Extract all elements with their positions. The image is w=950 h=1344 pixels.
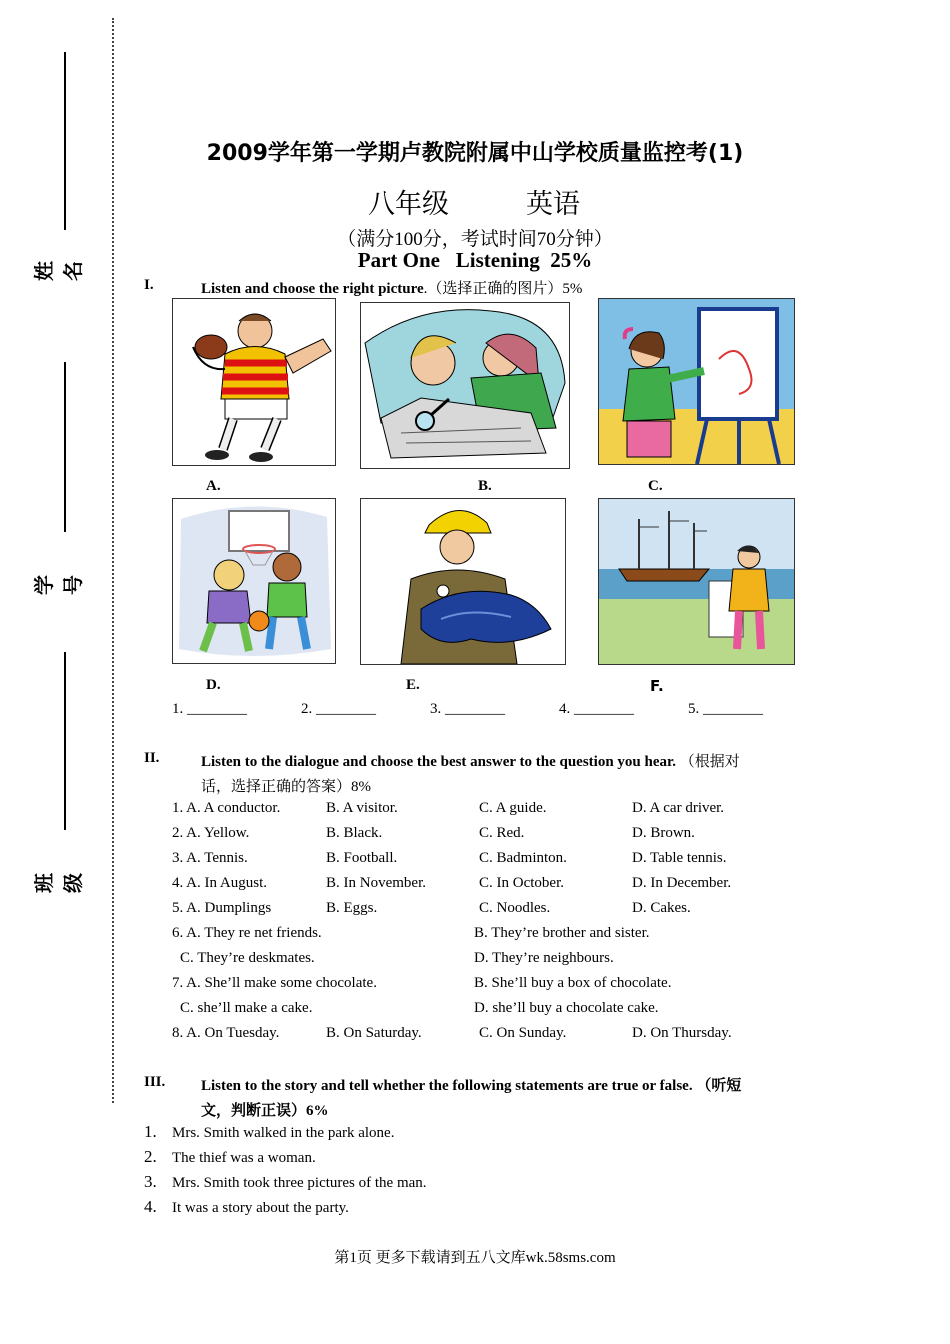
binding-dotted-line [112,18,114,1103]
answer-blank-1[interactable]: 1. ________ [172,701,247,717]
q5-option-d: D. Cakes. [632,900,691,916]
picture-label-d: D. [206,677,221,693]
q7-option-d: D. she’ll buy a chocolate cake. [474,1000,659,1016]
q3-option-d: D. Table tennis. [632,850,727,866]
answer-blank-2[interactable]: 2. ________ [301,701,376,717]
answer-blank-3[interactable]: 3. ________ [430,701,505,717]
q6-option-d: D. They’re neighbours. [474,950,614,966]
class-label: 班级 [32,873,85,893]
q1-option-a: 1. A. A conductor. [172,800,281,816]
q7-option-c: C. she’ll make a cake. [180,1000,313,1016]
q8-option-b: B. On Saturday. [326,1025,422,1041]
q2-option-a: 2. A. Yellow. [172,825,250,841]
q6-option-b: B. They’re brother and sister. [474,925,650,941]
q5-option-b: B. Eggs. [326,900,378,916]
q6-option-c: C. They’re deskmates. [180,950,315,966]
q3-option-c: C. Badminton. [479,850,567,866]
q7-option-b: B. She’ll buy a box of chocolate. [474,975,672,991]
section1-number: I. [144,277,154,293]
q2-option-d: D. Brown. [632,825,695,841]
section3-instruction-cont: 文，判断正误）6% [201,1103,329,1119]
q4-option-b: B. In November. [326,875,426,891]
part-heading: Part One Listening 25% [357,248,593,272]
section3-number: III. [144,1074,166,1090]
section1-instruction: Listen and choose the right picture.（选择正确的图片）5% [201,281,583,297]
section3-instruction: Listen to the story and tell whether the following statements are true or false. （听短 [201,1078,742,1094]
picture-label-e: E. [406,677,420,693]
picture-e-worker-map [360,498,566,665]
q4-option-d: D. In December. [632,875,732,891]
tf-item-text: It was a story about the party. [172,1200,349,1216]
id-underline [64,362,66,532]
q2-option-c: C. Red. [479,825,525,841]
q4-option-c: C. In October. [479,875,564,891]
tf-item-number: 4. [144,1197,157,1216]
q8-option-a: 8. A. On Tuesday. [172,1025,280,1041]
q3-option-a: 3. A. Tennis. [172,850,248,866]
q8-option-d: D. On Thursday. [632,1025,732,1041]
picture-c-girl-painting [598,298,795,465]
q7-option-a: 7. A. She’ll make some chocolate. [172,975,377,991]
q5-option-c: C. Noodles. [479,900,551,916]
tf-item-text: Mrs. Smith took three pictures of the man. [172,1175,427,1191]
picture-a-rugby-player [172,298,336,466]
section2-number: II. [144,750,160,766]
q1-option-d: D. A car driver. [632,800,725,816]
q4-option-a: 4. A. In August. [172,875,268,891]
id-label: 学号 [32,575,85,595]
picture-f-girl-ship [598,498,795,665]
grade-label: 八年级 [368,189,449,220]
tf-item-number: 1. [144,1122,157,1141]
q1-option-b: B. A visitor. [326,800,398,816]
section2-instruction-cont: 话，选择正确的答案）8% [201,779,371,795]
tf-item-text: Mrs. Smith walked in the park alone. [172,1125,395,1141]
picture-d-basketball [172,498,336,664]
q1-option-c: C. A guide. [479,800,547,816]
exam-info: （满分100分，考试时间70分钟） [337,229,613,250]
section2-instruction: Listen to the dialogue and choose the best answer to the question you hear. （根据对 [201,754,740,770]
page-footer: 第1页 更多下载请到五八文库wk.58sms.com [334,1250,616,1266]
picture-label-c: C. [648,478,663,494]
picture-label-f: F. [650,677,664,695]
tf-item-number: 3. [144,1172,157,1191]
picture-label-b: B. [478,478,492,494]
q6-option-a: 6. A. They re net friends. [172,925,322,941]
tf-item-number: 2. [144,1147,157,1166]
answer-blank-5[interactable]: 5. ________ [688,701,763,717]
q5-option-a: 5. A. Dumplings [172,900,272,916]
tf-item-text: The thief was a woman. [172,1150,316,1166]
exam-title: 2009学年第一学期卢教院附属中山学校质量监控考(1) [206,141,744,166]
q2-option-b: B. Black. [326,825,383,841]
picture-label-a: A. [206,478,221,494]
name-label: 姓名 [32,261,85,281]
q3-option-b: B. Football. [326,850,398,866]
class-underline [64,652,66,830]
q8-option-c: C. On Sunday. [479,1025,567,1041]
subject-label: 英语 [526,189,580,220]
picture-b-magnifying-glass [360,302,570,469]
answer-blank-4[interactable]: 4. ________ [559,701,634,717]
